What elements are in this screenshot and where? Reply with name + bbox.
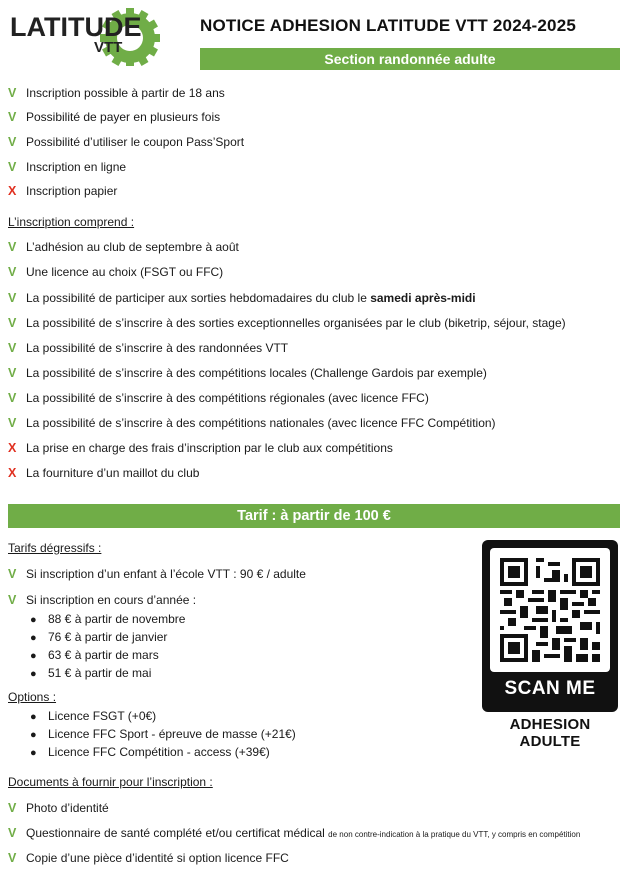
feature-item: V Possibilité de payer en plusieurs fois [8, 110, 221, 124]
tarif-banner: Tarif : à partir de 100 € [8, 504, 620, 528]
option-item: ● Licence FFC Compétition - access (+39€) [30, 745, 270, 759]
include-item: V La possibilité de s’inscrire à des randonnées VTT [8, 341, 289, 355]
include-item: V La possibilité de s’inscrire à des compétitions nationales (avec licence FFC Compétition) [8, 416, 496, 430]
check-icon: V [8, 851, 17, 865]
bullet-icon: ● [30, 729, 37, 741]
check-icon: V [8, 366, 17, 380]
check-icon: V [8, 826, 17, 840]
option-item: ● Licence FFC Sport - épreuve de masse (+21€) [30, 727, 296, 741]
logo-graphic [8, 4, 178, 66]
feature-item: V Inscription en ligne [8, 160, 127, 174]
qr-caption: ADHESION ADULTE [509, 716, 591, 750]
tarif-heading: Tarifs dégressifs : [8, 541, 102, 555]
document-item: V Copie d’une pièce d’identité si option licence FFC [8, 851, 289, 865]
logo-main-text: LATITUDE [10, 12, 142, 42]
include-item: V Une licence au choix (FSGT ou FFC) [8, 265, 224, 279]
include-item: V La possibilité de s’inscrire à des compétitions locales (Challenge Gardois par exemple) [8, 366, 487, 380]
qr-code-card[interactable] [482, 540, 618, 712]
section-banner: Section randonnée adulte [200, 48, 620, 70]
tarif-item: V Si inscription en cours d’année : [8, 593, 197, 607]
bullet-icon: ● [30, 668, 37, 680]
logo-sub-text: VTT [94, 39, 123, 56]
check-icon: V [8, 341, 17, 355]
document-item: V Photo d’identité [8, 801, 109, 815]
tarif-sub-item: ● 63 € à partir de mars [30, 648, 159, 662]
feature-item: X Inscription papier [8, 184, 118, 198]
bullet-icon: ● [30, 650, 37, 662]
check-icon: V [8, 316, 17, 330]
includes-heading: L’inscription comprend : [8, 215, 135, 229]
document-title: NOTICE ADHESION LATITUDE VTT 2024-2025 [200, 16, 577, 35]
feature-item: V Inscription possible à partir de 18 ans [8, 86, 225, 100]
check-icon: V [8, 391, 17, 405]
tarif-sub-item: ● 88 € à partir de novembre [30, 612, 186, 626]
check-icon: V [8, 416, 17, 430]
scan-me-label: SCAN ME [504, 678, 596, 699]
check-icon: V [8, 801, 17, 815]
include-item: X La prise en charge des frais d’inscription par le club aux compétitions [8, 441, 393, 455]
include-item: V La possibilité de s’inscrire à des sorties exceptionnelles organisées par le club (biketrip, séjour, stage) [8, 316, 566, 330]
cross-icon: X [8, 441, 17, 455]
option-item: ● Licence FSGT (+0€) [30, 709, 157, 723]
small-note: de non contre-indication à la pratique du VTT, y compris en compétition [328, 830, 581, 839]
feature-item: V Possibilité d’utiliser le coupon Pass’Sport [8, 135, 245, 149]
check-icon: V [8, 240, 17, 254]
check-icon: V [8, 593, 17, 607]
check-icon: V [8, 135, 17, 149]
bullet-icon: ● [30, 614, 37, 626]
check-icon: V [8, 265, 17, 279]
bold-text: samedi après-midi [370, 291, 476, 305]
check-icon: V [8, 567, 17, 581]
qr-code-area [490, 548, 610, 672]
options-heading: Options : [8, 690, 57, 704]
bullet-icon: ● [30, 747, 37, 759]
check-icon: V [8, 110, 17, 124]
tarif-item: V Si inscription d’un enfant à l’école VTT : 90 € / adulte [8, 567, 306, 581]
document-item: V Questionnaire de santé complété et/ou certificat médical de non contre-indication à la pratique du VTT, y compris en compétition [8, 826, 581, 840]
check-icon: V [8, 291, 17, 305]
include-item: V La possibilité de s’inscrire à des compétitions régionales (avec licence FFC) [8, 391, 429, 405]
tarif-sub-item: ● 51 € à partir de mai [30, 666, 152, 680]
tarif-sub-item: ● 76 € à partir de janvier [30, 630, 168, 644]
cross-icon: X [8, 184, 17, 198]
check-icon: V [8, 160, 17, 174]
bullet-icon: ● [30, 632, 37, 644]
bullet-icon: ● [30, 711, 37, 723]
club-logo [8, 4, 178, 66]
check-icon: V [8, 86, 17, 100]
documents-heading: Documents à fournir pour l’inscription : [8, 775, 213, 789]
include-item: V L’adhésion au club de septembre à août [8, 240, 239, 254]
cross-icon: X [8, 466, 17, 480]
include-item: X La fourniture d’un maillot du club [8, 466, 200, 480]
include-item: V La possibilité de participer aux sorties hebdomadaires du club le samedi après-midi [8, 291, 476, 305]
qr-code-icon [500, 558, 600, 662]
